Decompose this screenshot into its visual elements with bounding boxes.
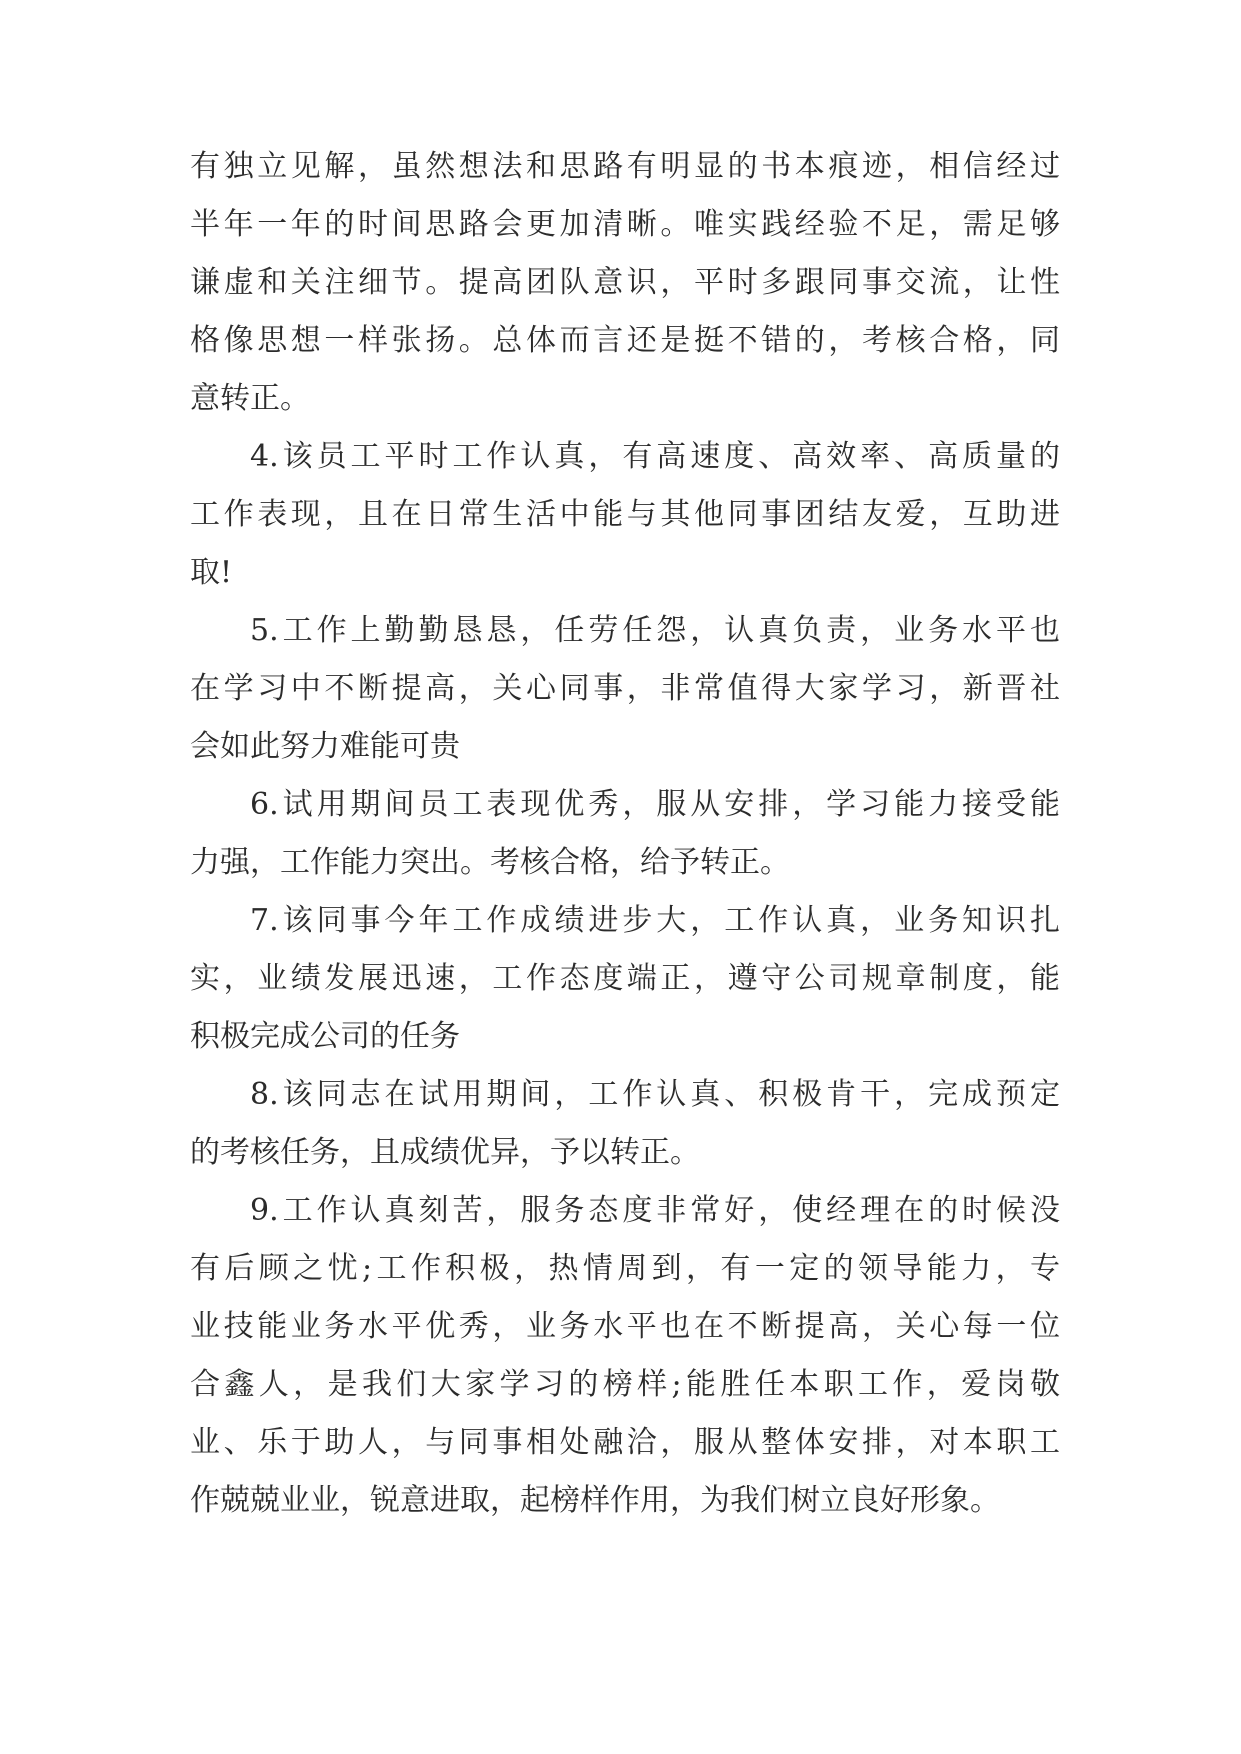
text-line: 作兢兢业业，锐意进取，起榜样作用，为我们树立良好形象。 — [190, 1483, 1000, 1518]
text-line: 有独立见解，虽然想法和思路有明显的书本痕迹，相信经过 — [190, 149, 1060, 184]
text-line: 力强，工作能力突出。考核合格，给予转正。 — [190, 845, 790, 880]
text-line: 的考核任务，且成绩优异，予以转正。 — [190, 1135, 700, 1170]
text-line: 在学习中不断提高，关心同事，非常值得大家学习，新晋社 — [190, 671, 1060, 706]
paragraph-7-line: 7.该同事今年工作成绩进步大，工作认真，业务知识扎 — [250, 903, 1060, 938]
text-line: 合鑫人，是我们大家学习的榜样;能胜任本职工作，爱岗敬 — [190, 1367, 1060, 1402]
paragraph-8-line: 8.该同志在试用期间，工作认真、积极肯干，完成预定 — [250, 1077, 1060, 1112]
text-line: 有后顾之忧;工作积极，热情周到，有一定的领导能力，专 — [190, 1251, 1060, 1286]
paragraph-6-line: 6.试用期间员工表现优秀，服从安排，学习能力接受能 — [250, 787, 1060, 822]
text-line: 工作表现，且在日常生活中能与其他同事团结友爱，互助进 — [190, 497, 1060, 532]
text-line: 格像思想一样张扬。总体而言还是挺不错的，考核合格，同 — [190, 323, 1060, 358]
text-line: 取! — [190, 555, 233, 590]
text-line: 实，业绩发展迅速，工作态度端正，遵守公司规章制度，能 — [190, 961, 1060, 996]
text-line: 业技能业务水平优秀，业务水平也在不断提高，关心每一位 — [190, 1309, 1060, 1344]
paragraph-5-line: 5.工作上勤勤恳恳，任劳任怨，认真负责，业务水平也 — [250, 613, 1060, 648]
paragraph-4-line: 4.该员工平时工作认真，有高速度、高效率、高质量的 — [250, 439, 1060, 474]
text-line: 业、乐于助人，与同事相处融洽，服从整体安排，对本职工 — [190, 1425, 1060, 1460]
text-line: 会如此努力难能可贵 — [190, 729, 460, 764]
paragraph-9-line: 9.工作认真刻苦，服务态度非常好，使经理在的时候没 — [250, 1193, 1060, 1228]
document-body — [190, 138, 1060, 1530]
text-line: 半年一年的时间思路会更加清晰。唯实践经验不足，需足够 — [190, 207, 1060, 242]
text-line: 积极完成公司的任务 — [190, 1019, 460, 1054]
text-line: 谦虚和关注细节。提高团队意识，平时多跟同事交流，让性 — [190, 265, 1060, 300]
text-line: 意转正。 — [190, 381, 310, 416]
